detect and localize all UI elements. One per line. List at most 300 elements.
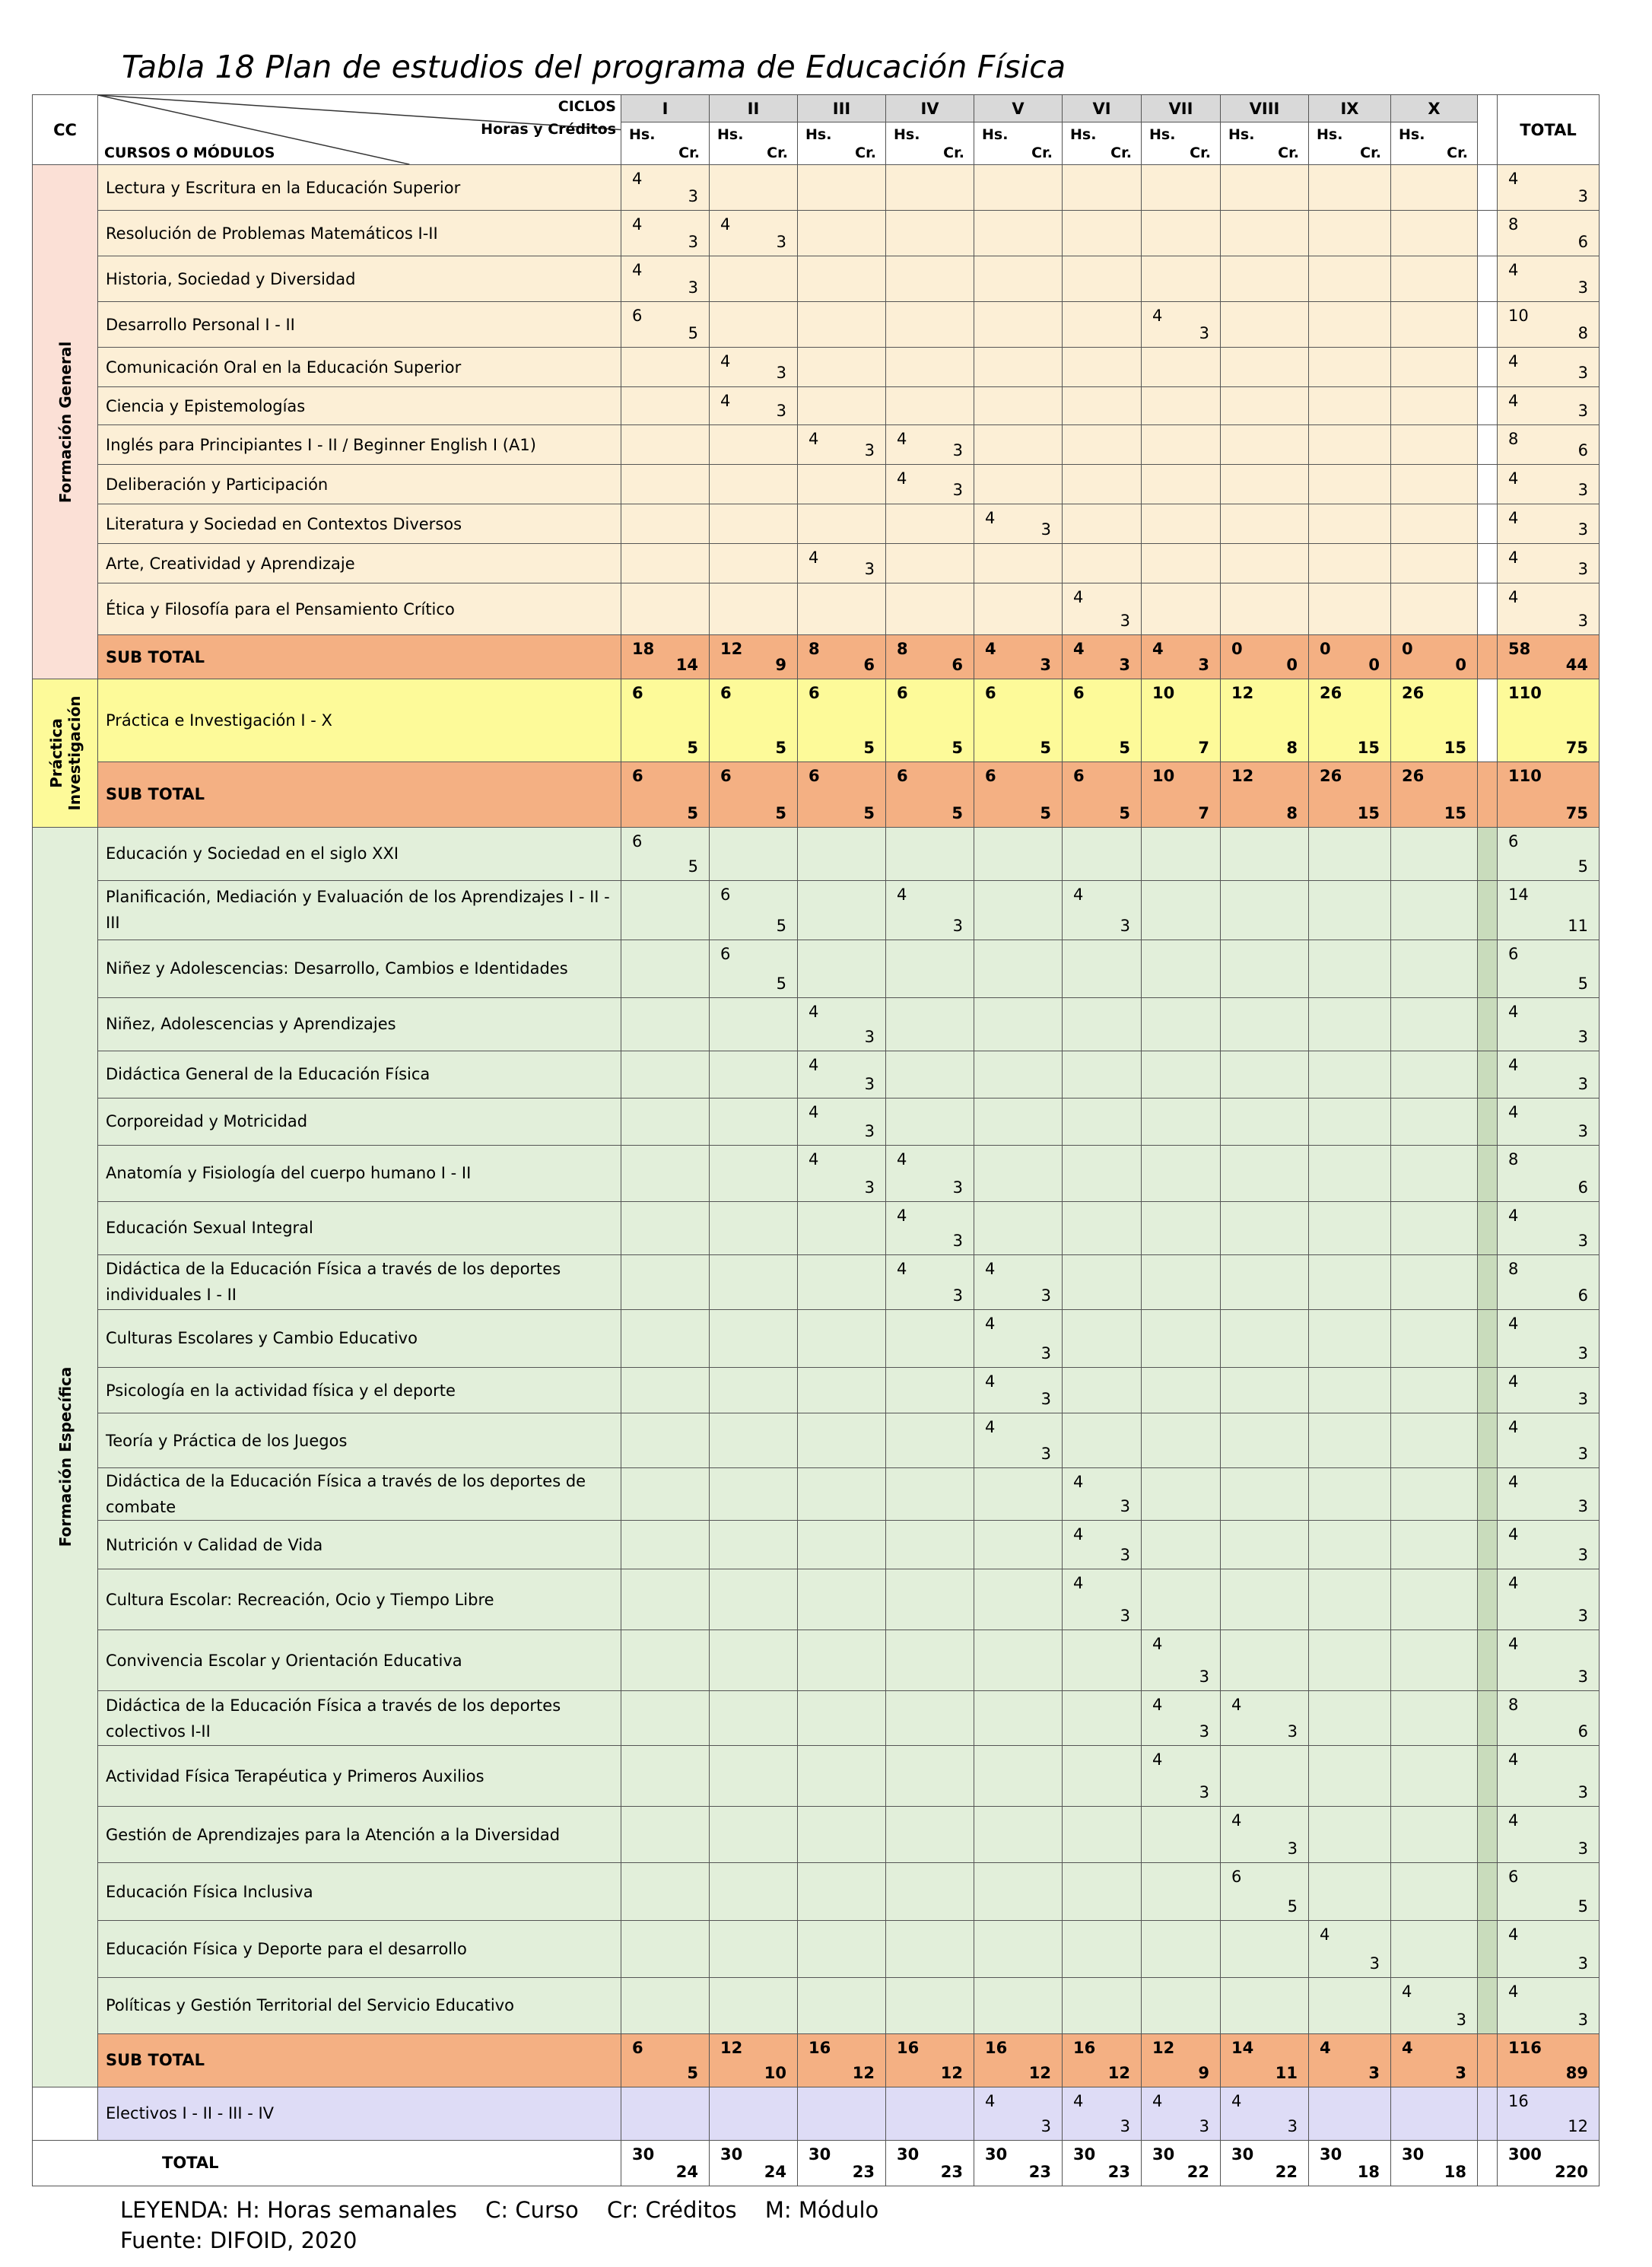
cycle-header: [710, 95, 798, 122]
value-cell: [710, 1863, 798, 1921]
credits-value: 3: [864, 1027, 875, 1046]
credits-value: 3: [1455, 2063, 1466, 2082]
value-cell: [1142, 1630, 1221, 1691]
credits-value: 5: [776, 916, 786, 935]
value-cell: [621, 544, 710, 583]
value-cell: [1142, 1691, 1221, 1746]
value-cell: [1142, 302, 1221, 348]
value-cell: [886, 2033, 974, 2087]
group-label-cell: [33, 827, 98, 2087]
value-cell: [1391, 504, 1478, 544]
value-cell: [1063, 1098, 1142, 1145]
hours-value: 4: [897, 469, 907, 488]
value-cell: [710, 2033, 798, 2087]
value-cell: [1391, 165, 1478, 211]
course-name: Convivencia Escolar y Orientación Educativa: [98, 1630, 621, 1691]
course-row: [33, 1863, 1600, 1921]
hours-value: 6: [1508, 1868, 1519, 1887]
value-cell: [974, 1521, 1063, 1569]
value-cell: [1391, 880, 1478, 940]
value-cell: [886, 1468, 974, 1521]
course-name: Educación Sexual Integral: [98, 1201, 621, 1254]
hours-value: 4: [985, 1372, 996, 1391]
value-cell: [1063, 827, 1142, 880]
value-cell: [886, 1098, 974, 1145]
course-row: [33, 1746, 1600, 1807]
value-cell: [1309, 1098, 1391, 1145]
cr-label: Cr.: [1447, 145, 1468, 162]
value-cell: [1309, 880, 1391, 940]
total-label: TOTAL: [1520, 120, 1577, 139]
value-cell: [1063, 1807, 1142, 1863]
course-row: [33, 504, 1600, 544]
hours-value: 4: [809, 430, 819, 449]
credits-value: 8: [1286, 803, 1298, 822]
value-cell: [1221, 997, 1309, 1051]
value-cell: [974, 1413, 1063, 1468]
value-cell: [1063, 348, 1142, 387]
value-cell: [798, 1977, 886, 2033]
value-cell: [710, 211, 798, 256]
hours-value: 4: [1231, 1811, 1242, 1830]
value-cell: [1309, 544, 1391, 583]
hours-value: 30: [985, 2145, 1008, 2164]
value-cell: [798, 544, 886, 583]
credits-value: 11: [1568, 916, 1588, 935]
empty-cc-cell: [33, 2087, 98, 2140]
gap-cell: [1478, 880, 1498, 940]
course-row: [33, 544, 1600, 583]
cycle-label: IX: [1340, 99, 1359, 118]
credits-value: 23: [940, 2163, 963, 2181]
credits-value: 12: [852, 2063, 875, 2082]
course-name: Cultura Escolar: Recreación, Ocio y Tiempo Libre: [98, 1569, 621, 1630]
credits-value: 3: [1577, 2010, 1588, 2029]
group-label-line: Investigación: [65, 695, 84, 811]
gap-cell: [1478, 348, 1498, 387]
hours-value: 4: [1508, 1811, 1519, 1830]
hours-value: 30: [720, 2145, 743, 2164]
hours-value: 6: [632, 684, 643, 703]
value-cell: [1063, 1413, 1142, 1468]
cr-label: Cr.: [678, 145, 700, 162]
value-cell: [1221, 2033, 1309, 2087]
course-row: [33, 679, 1600, 761]
course-row: [33, 425, 1600, 465]
credits-value: 3: [1120, 1607, 1130, 1626]
ciclos-label: CICLOS: [558, 98, 616, 115]
value-cell: [1309, 1746, 1391, 1807]
value-cell: [974, 635, 1063, 679]
hours-value: 12: [1231, 766, 1254, 785]
value-cell: [1391, 679, 1478, 761]
credits-value: 0: [1286, 656, 1298, 675]
value-cell: [710, 425, 798, 465]
course-name: Didáctica de la Educación Física a través de los deportes individuales I - II: [98, 1254, 621, 1309]
cursos-label: CURSOS O MÓDULOS: [104, 145, 275, 162]
value-cell: [621, 1145, 710, 1201]
course-row: [33, 1201, 1600, 1254]
value-cell: [1498, 1254, 1600, 1309]
cycle-header: [1063, 95, 1142, 122]
value-cell: [1498, 256, 1600, 302]
hours-value: 4: [985, 2091, 996, 2110]
value-cell: [1309, 1863, 1391, 1921]
value-cell: [886, 1746, 974, 1807]
value-cell: [1221, 2087, 1309, 2140]
value-cell: [974, 1921, 1063, 1977]
gap-cell: [1478, 1746, 1498, 1807]
value-cell: [886, 1863, 974, 1921]
credits-value: 12: [940, 2063, 963, 2082]
value-cell: [974, 997, 1063, 1051]
gap-cell: [1478, 635, 1498, 679]
value-cell: [1309, 348, 1391, 387]
value-cell: [886, 302, 974, 348]
course-row: [33, 827, 1600, 880]
course-row: [33, 465, 1600, 504]
value-cell: [1221, 679, 1309, 761]
course-name: Teoría y Práctica de los Juegos: [98, 1413, 621, 1468]
course-row: [33, 1413, 1600, 1468]
hours-value: 6: [632, 766, 643, 785]
group-label-cell: [33, 165, 98, 679]
hours-value: 8: [1508, 430, 1519, 449]
value-cell: [1391, 827, 1478, 880]
credits-value: 3: [1287, 2116, 1298, 2135]
value-cell: [1309, 1691, 1391, 1746]
credits-value: 5: [775, 803, 786, 822]
value-cell: [1391, 1309, 1478, 1367]
value-cell: [798, 1691, 886, 1746]
hs-label: Hs.: [717, 126, 744, 144]
value-cell: [621, 1807, 710, 1863]
value-cell: [1221, 1807, 1309, 1863]
hours-value: 4: [897, 1206, 907, 1225]
credits-value: 3: [688, 187, 698, 206]
value-cell: [1142, 1098, 1221, 1145]
hours-value: 12: [1231, 684, 1254, 703]
hours-value: 4: [1231, 2091, 1242, 2110]
cycle-label: I: [662, 99, 669, 118]
credits-value: 7: [1198, 803, 1209, 822]
value-cell: [710, 1569, 798, 1630]
value-cell: [798, 256, 886, 302]
value-cell: [1498, 1521, 1600, 1569]
hours-value: 4: [1152, 2091, 1163, 2110]
value-cell: [1221, 211, 1309, 256]
value-cell: [974, 465, 1063, 504]
value-cell: [1309, 1368, 1391, 1413]
value-cell: [710, 1309, 798, 1367]
value-cell: [1142, 1413, 1221, 1468]
cycle-header: [886, 95, 974, 122]
value-cell: [1498, 1977, 1600, 2033]
value-cell: [1309, 387, 1391, 425]
value-cell: [974, 2033, 1063, 2087]
course-name: Didáctica de la Educación Física a través de los deportes colectivos I-II: [98, 1691, 621, 1746]
cycle-label: X: [1428, 99, 1441, 118]
value-cell: [1063, 1691, 1142, 1746]
value-cell: [1498, 679, 1600, 761]
gap-cell: [1478, 1569, 1498, 1630]
cr-label: Cr.: [767, 145, 788, 162]
value-cell: [886, 1921, 974, 1977]
value-cell: [1221, 165, 1309, 211]
value-cell: [1309, 1201, 1391, 1254]
cycle-label: VI: [1092, 99, 1111, 118]
course-name: Didáctica General de la Educación Física: [98, 1051, 621, 1098]
legend: [120, 2197, 900, 2223]
value-cell: [710, 1977, 798, 2033]
subtotal-row: [33, 761, 1600, 827]
credits-value: 3: [1577, 187, 1588, 206]
cycle-label: V: [1012, 99, 1025, 118]
value-cell: [1063, 544, 1142, 583]
hs-cr-header: [886, 122, 974, 165]
value-cell: [1391, 761, 1478, 827]
value-cell: [1063, 2033, 1142, 2087]
hours-value: 4: [1508, 469, 1519, 488]
hours-value: 16: [1508, 2091, 1529, 2110]
value-cell: [974, 1807, 1063, 1863]
value-cell: [621, 1413, 710, 1468]
value-cell: [1391, 256, 1478, 302]
value-cell: [974, 679, 1063, 761]
hours-value: 6: [1073, 684, 1085, 703]
hours-value: 4: [897, 1259, 907, 1278]
hours-value: 4: [1231, 1696, 1242, 1715]
value-cell: [1221, 1413, 1309, 1468]
value-cell: [1221, 1201, 1309, 1254]
value-cell: [1391, 1254, 1478, 1309]
subtotal-row: [33, 2033, 1600, 2087]
value-cell: [1498, 544, 1600, 583]
credits-value: 6: [1577, 1286, 1588, 1305]
hours-value: 6: [1231, 1868, 1242, 1887]
value-cell: [1498, 1569, 1600, 1630]
group-label: [56, 342, 75, 503]
hours-value: 4: [985, 1314, 996, 1333]
value-cell: [1063, 880, 1142, 940]
credits-value: 0: [1455, 656, 1466, 675]
value-cell: [886, 635, 974, 679]
cycle-header: [798, 95, 886, 122]
hours-value: 58: [1508, 640, 1531, 659]
value-cell: [1498, 302, 1600, 348]
credits-value: 23: [1107, 2163, 1130, 2181]
value-cell: [1221, 827, 1309, 880]
value-cell: [1498, 635, 1600, 679]
value-cell: [1391, 302, 1478, 348]
credits-value: 7: [1198, 738, 1209, 757]
value-cell: [1142, 880, 1221, 940]
value-cell: [1221, 1977, 1309, 2033]
hours-value: 110: [1508, 766, 1542, 785]
value-cell: [1221, 256, 1309, 302]
value-cell: [886, 1521, 974, 1569]
hours-value: 4: [985, 640, 996, 659]
value-cell: [621, 465, 710, 504]
gap-cell: [1478, 2087, 1498, 2140]
credits-value: 3: [1577, 1390, 1588, 1409]
value-cell: [974, 940, 1063, 997]
credits-value: 3: [1040, 520, 1051, 539]
hs-label: Hs.: [1399, 126, 1425, 144]
course-row: [33, 1569, 1600, 1630]
value-cell: [710, 1807, 798, 1863]
credits-value: 3: [1120, 2116, 1130, 2135]
value-cell: [1498, 504, 1600, 544]
value-cell: [1142, 1368, 1221, 1413]
value-cell: [1142, 583, 1221, 635]
value-cell: [974, 544, 1063, 583]
value-cell: [1221, 1569, 1309, 1630]
hours-value: 8: [1508, 215, 1519, 234]
credits-value: 3: [1120, 1546, 1130, 1565]
hours-value: 4: [809, 1055, 819, 1074]
credits-value: 5: [1119, 803, 1130, 822]
gap-cell: [1478, 165, 1498, 211]
course-name: Electivos I - II - III - IV: [98, 2087, 621, 2140]
course-row: [33, 583, 1600, 635]
value-cell: [1309, 1413, 1391, 1468]
credits-value: 3: [1199, 1783, 1209, 1802]
hours-value: 4: [1320, 2038, 1331, 2057]
hours-value: 4: [1073, 1525, 1084, 1544]
value-cell: [974, 583, 1063, 635]
hours-value: 4: [1152, 1635, 1163, 1654]
hours-value: 30: [632, 2145, 655, 2164]
gap-cell: [1478, 504, 1498, 544]
value-cell: [1142, 761, 1221, 827]
credits-value: 3: [1577, 1074, 1588, 1093]
value-cell: [886, 1368, 974, 1413]
hours-value: 30: [1073, 2145, 1096, 2164]
value-cell: [1063, 387, 1142, 425]
value-cell: [798, 1468, 886, 1521]
value-cell: [621, 635, 710, 679]
hs-cr-header: [974, 122, 1063, 165]
value-cell: [621, 1368, 710, 1413]
value-cell: [974, 761, 1063, 827]
value-cell: [1063, 583, 1142, 635]
course-row: [33, 1630, 1600, 1691]
value-cell: [1221, 1921, 1309, 1977]
value-cell: [1142, 1807, 1221, 1863]
hours-value: 12: [720, 2038, 743, 2057]
value-cell: [621, 761, 710, 827]
course-row: [33, 256, 1600, 302]
credits-value: 12: [1568, 2116, 1588, 2135]
hs-label: Hs.: [1149, 126, 1176, 144]
value-cell: [1221, 348, 1309, 387]
cycle-header: [1142, 95, 1221, 122]
value-cell: [886, 211, 974, 256]
value-cell: [710, 1630, 798, 1691]
credits-value: 3: [1577, 402, 1588, 421]
credits-value: 3: [952, 1178, 963, 1197]
value-cell: [1221, 940, 1309, 997]
course-row: [33, 387, 1600, 425]
value-cell: [886, 1413, 974, 1468]
value-cell: [1391, 1691, 1478, 1746]
gap-cell: [1478, 761, 1498, 827]
credits-value: 3: [1120, 916, 1130, 935]
hours-value: 26: [1320, 684, 1342, 703]
value-cell: [1063, 425, 1142, 465]
credits-value: 5: [687, 803, 698, 822]
value-cell: [1391, 1521, 1478, 1569]
value-cell: [974, 1468, 1063, 1521]
course-row: [33, 348, 1600, 387]
value-cell: [1063, 1368, 1142, 1413]
value-cell: [1391, 1201, 1478, 1254]
legend-item: Cr: Créditos: [606, 2197, 737, 2223]
course-name: Planificación, Mediación y Evaluación de los Aprendizajes I - II - III: [98, 880, 621, 940]
value-cell: [621, 827, 710, 880]
hours-value: 6: [632, 2038, 643, 2057]
credits-value: 3: [1577, 1783, 1588, 1802]
hours-value: 0: [1231, 640, 1243, 659]
hours-value: 4: [1508, 170, 1519, 189]
value-cell: [621, 302, 710, 348]
hours-value: 116: [1508, 2038, 1542, 2057]
value-cell: [974, 1863, 1063, 1921]
credits-value: 3: [1577, 1027, 1588, 1046]
gap-cell: [1478, 1309, 1498, 1367]
hs-cr-header: [1142, 122, 1221, 165]
value-cell: [1498, 761, 1600, 827]
value-cell: [974, 425, 1063, 465]
value-cell: [1142, 1201, 1221, 1254]
credits-value: 3: [688, 278, 698, 297]
value-cell: [886, 761, 974, 827]
value-cell: [621, 387, 710, 425]
hours-value: 4: [1073, 885, 1084, 904]
hours-value: 4: [1508, 1982, 1519, 2001]
course-row: [33, 997, 1600, 1051]
value-cell: [710, 1098, 798, 1145]
cycle-label: IV: [920, 99, 939, 118]
value-cell: [621, 504, 710, 544]
hours-value: 10: [1152, 684, 1175, 703]
hours-value: 6: [897, 684, 908, 703]
credits-value: 6: [1577, 1178, 1588, 1197]
value-cell: [1221, 1309, 1309, 1367]
value-cell: [621, 348, 710, 387]
value-cell: [974, 165, 1063, 211]
credits-value: 3: [776, 364, 786, 383]
value-cell: [1309, 1921, 1391, 1977]
value-cell: [710, 679, 798, 761]
value-cell: [621, 940, 710, 997]
value-cell: [621, 1569, 710, 1630]
hs-cr-header: [710, 122, 798, 165]
hours-value: 4: [809, 1102, 819, 1121]
value-cell: [1498, 1807, 1600, 1863]
value-cell: [886, 1977, 974, 2033]
total-row: [33, 2140, 1600, 2186]
cycle-header: [1221, 95, 1309, 122]
value-cell: [1498, 211, 1600, 256]
hours-value: 16: [1073, 2038, 1096, 2057]
course-name: Historia, Sociedad y Diversidad: [98, 256, 621, 302]
value-cell: [798, 348, 886, 387]
credits-value: 15: [1357, 738, 1380, 757]
course-name: Inglés para Principiantes I - II / Beginner English I (A1): [98, 425, 621, 465]
value-cell: [1498, 1309, 1600, 1367]
